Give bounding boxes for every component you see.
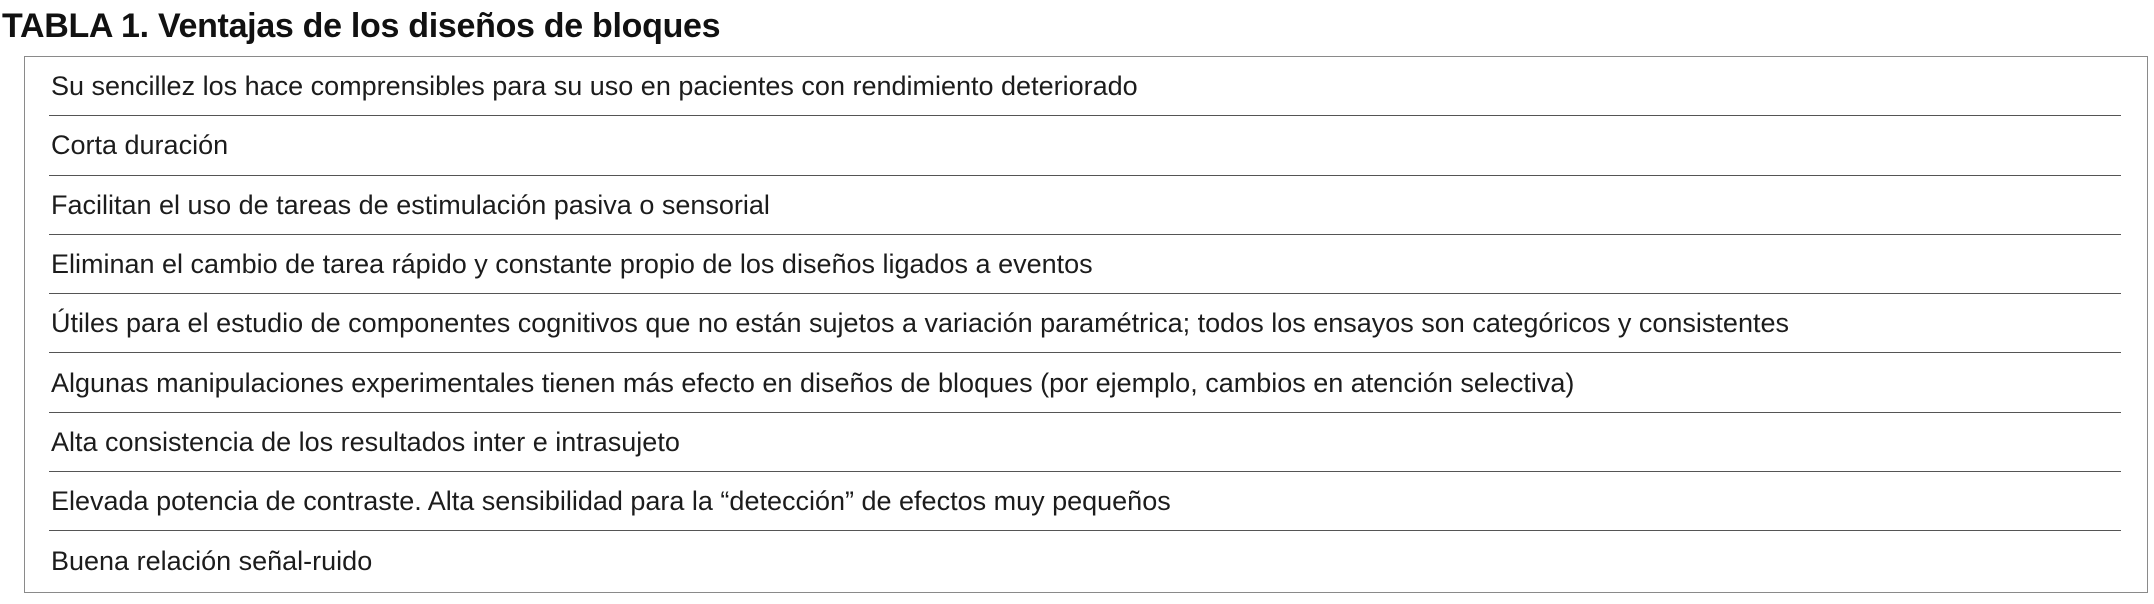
table-title: TABLA 1. Ventajas de los diseños de bloques <box>2 7 721 45</box>
table-row <box>49 116 2121 175</box>
table-row <box>49 235 2121 294</box>
table-row <box>49 176 2121 235</box>
table-cell: Alta consistencia de los resultados inter e intrasujeto <box>51 426 680 457</box>
table-cell: Buena relación señal-ruido <box>51 546 373 577</box>
table-row <box>49 57 2121 116</box>
table-row <box>49 413 2121 472</box>
table-row <box>49 294 2121 353</box>
table-row <box>49 472 2121 531</box>
table-cell: Corta duración <box>51 130 229 161</box>
table-row <box>49 531 2121 590</box>
table-cell: Útiles para el estudio de componentes cognitivos que no están sujetos a variación paramétrica; todos los ensayos son categóricos y consistentes <box>51 308 1789 339</box>
table-row <box>49 353 2121 412</box>
table-cell: Elevada potencia de contraste. Alta sensibilidad para la “detección” de efectos muy pequeños <box>51 486 1171 517</box>
table-cell: Facilitan el uso de tareas de estimulación pasiva o sensorial <box>51 189 770 220</box>
advantages-table <box>24 56 2148 593</box>
table-cell: Su sencillez los hace comprensibles para su uso en pacientes con rendimiento deteriorado <box>51 71 1138 102</box>
table-cell: Eliminan el cambio de tarea rápido y constante propio de los diseños ligados a eventos <box>51 249 1093 280</box>
table-body <box>49 57 2121 591</box>
table-cell: Algunas manipulaciones experimentales tienen más efecto en diseños de bloques (por ejemplo, cambios en atención selectiva) <box>51 367 1575 398</box>
